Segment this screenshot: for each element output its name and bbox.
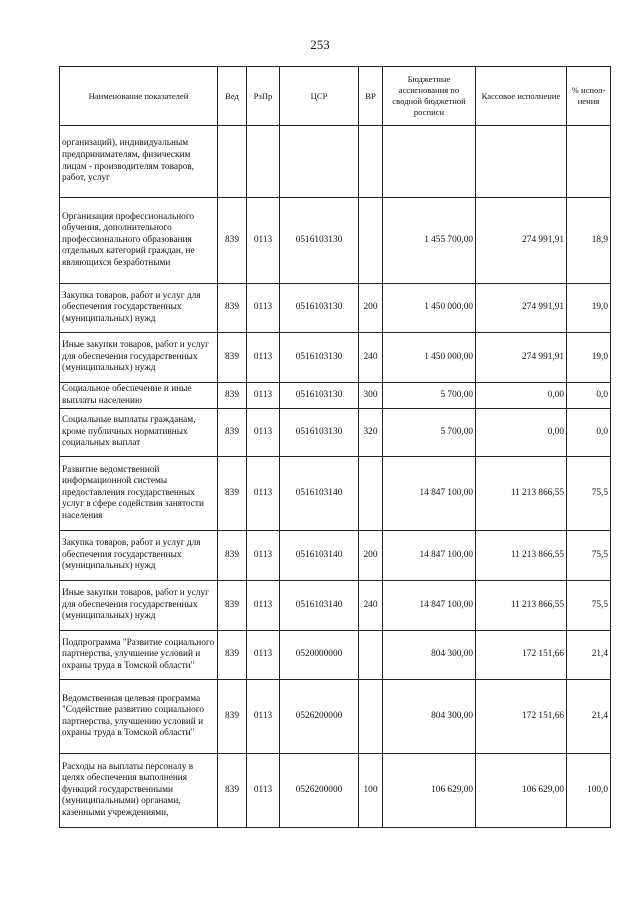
page-number: 253	[310, 37, 330, 52]
row-cash-execution: 11 213 866,55	[476, 457, 567, 531]
row-assignments: 14 847 100,00	[383, 581, 476, 631]
row-rzpr: 0113	[247, 457, 280, 531]
row-cash-execution: 11 213 866,55	[476, 581, 567, 631]
table-row	[60, 581, 611, 631]
row-assignments: 106 629,00	[383, 754, 476, 828]
budget-table	[59, 66, 611, 828]
row-assignments: 1 450 000,00	[383, 284, 476, 333]
row-cash-execution: 106 629,00	[476, 754, 567, 828]
row-rzpr: 0113	[247, 631, 280, 680]
row-name: Организация профессионального обучения, дополнительного профессионального образования отдельных категорий граждан, не являющихся безработными	[60, 198, 218, 284]
table-row	[60, 531, 611, 581]
row-ved: 839	[218, 409, 247, 457]
table-row	[60, 383, 611, 409]
row-percent-execution: 19,0	[567, 284, 611, 333]
row-ved: 839	[218, 284, 247, 333]
table-row	[60, 457, 611, 531]
table-row	[60, 333, 611, 383]
row-ved: 839	[218, 333, 247, 383]
row-name: Закупка товаров, работ и услуг для обеспечения государственных (муниципальных) нужд	[60, 284, 218, 333]
row-name: Расходы на выплаты персоналу в целях обеспечения выполнения функций государственными (муниципальными) органами, казенными учреждениями,	[60, 754, 218, 828]
row-name: Социальные выплаты гражданам, кроме публичных нормативных социальных выплат	[60, 409, 218, 457]
table-row	[60, 126, 611, 198]
row-csr: 0516103140	[280, 531, 359, 581]
header-assignments: Бюджетные ассигнования по сводной бюджетной росписи	[383, 67, 476, 126]
row-csr: 0516103140	[280, 457, 359, 531]
row-csr: 0516103130	[280, 198, 359, 284]
row-csr: 0516103130	[280, 383, 359, 409]
row-ved: 839	[218, 581, 247, 631]
row-percent-execution: 21,4	[567, 680, 611, 754]
row-vr: 100	[359, 754, 383, 828]
header-name: Наименование показателей	[60, 67, 218, 126]
row-rzpr: 0113	[247, 754, 280, 828]
row-name: Подпрограмма "Развитие социального партнерства, улучшение условий и охраны труда в Томской области"	[60, 631, 218, 680]
row-vr	[359, 198, 383, 284]
row-assignments: 14 847 100,00	[383, 457, 476, 531]
row-percent-execution: 75,5	[567, 531, 611, 581]
row-cash-execution: 274 991,91	[476, 333, 567, 383]
row-vr	[359, 457, 383, 531]
row-cash-execution: 0,00	[476, 383, 567, 409]
row-assignments	[383, 126, 476, 198]
row-csr: 0520000000	[280, 631, 359, 680]
row-cash-execution: 274 991,91	[476, 198, 567, 284]
row-assignments: 5 700,00	[383, 409, 476, 457]
row-ved: 839	[218, 754, 247, 828]
row-percent-execution: 100,0	[567, 754, 611, 828]
row-name: Иные закупки товаров, работ и услуг для обеспечения государственных (муниципальных) нужд	[60, 581, 218, 631]
row-csr: 0526200000	[280, 680, 359, 754]
row-percent-execution: 18,9	[567, 198, 611, 284]
row-rzpr: 0113	[247, 198, 280, 284]
row-rzpr: 0113	[247, 581, 280, 631]
header-vr: ВР	[359, 67, 383, 126]
header-cash-execution: Кассовое исполнение	[476, 67, 567, 126]
table-header-row	[60, 67, 611, 126]
row-cash-execution: 172 151,66	[476, 680, 567, 754]
row-csr	[280, 126, 359, 198]
row-vr: 240	[359, 333, 383, 383]
row-cash-execution: 0,00	[476, 409, 567, 457]
row-ved: 839	[218, 531, 247, 581]
row-assignments: 1 450 000,00	[383, 333, 476, 383]
row-csr: 0516103140	[280, 581, 359, 631]
row-percent-execution: 19,0	[567, 333, 611, 383]
row-rzpr: 0113	[247, 383, 280, 409]
row-percent-execution: 75,5	[567, 457, 611, 531]
row-ved: 839	[218, 198, 247, 284]
row-percent-execution	[567, 126, 611, 198]
row-rzpr: 0113	[247, 531, 280, 581]
row-cash-execution: 172 151,66	[476, 631, 567, 680]
header-ved: Вед	[218, 67, 247, 126]
row-name: организаций), индивидуальным предпринимателям, физическим лицам - производителям товаров, работ, услуг	[60, 126, 218, 198]
row-name: Развитие ведомственной информационной системы предоставления государственных услуг в сфере содействия занятости населения	[60, 457, 218, 531]
row-cash-execution: 274 991,91	[476, 284, 567, 333]
row-cash-execution	[476, 126, 567, 198]
row-cash-execution: 11 213 866,55	[476, 531, 567, 581]
row-vr	[359, 631, 383, 680]
table-row	[60, 754, 611, 828]
row-csr: 0516103130	[280, 409, 359, 457]
row-ved: 839	[218, 680, 247, 754]
row-vr: 200	[359, 531, 383, 581]
row-ved: 839	[218, 457, 247, 531]
row-ved	[218, 126, 247, 198]
row-vr: 240	[359, 581, 383, 631]
table-row	[60, 198, 611, 284]
row-vr	[359, 126, 383, 198]
row-percent-execution: 75,5	[567, 581, 611, 631]
row-ved: 839	[218, 383, 247, 409]
row-name: Социальное обеспечение и иные выплаты населению	[60, 383, 218, 409]
row-rzpr: 0113	[247, 680, 280, 754]
row-assignments: 1 455 700,00	[383, 198, 476, 284]
row-name: Иные закупки товаров, работ и услуг для обеспечения государственных (муниципальных) нужд	[60, 333, 218, 383]
header-percent-execution: % испол-нения	[567, 67, 611, 126]
row-vr: 200	[359, 284, 383, 333]
row-csr: 0516103130	[280, 284, 359, 333]
row-name: Закупка товаров, работ и услуг для обеспечения государственных (муниципальных) нужд	[60, 531, 218, 581]
table-row	[60, 680, 611, 754]
row-vr	[359, 680, 383, 754]
row-assignments: 5 700,00	[383, 383, 476, 409]
table-row	[60, 284, 611, 333]
header-csr: ЦСР	[280, 67, 359, 126]
row-name: Ведомственная целевая программа "Содействие развитию социального партнерства, улучшению условий и охраны труда в Томской области"	[60, 680, 218, 754]
row-vr: 320	[359, 409, 383, 457]
row-assignments: 804 300,00	[383, 631, 476, 680]
header-rzpr: РзПр	[247, 67, 280, 126]
row-rzpr	[247, 126, 280, 198]
row-csr: 0516103130	[280, 333, 359, 383]
row-csr: 0526200000	[280, 754, 359, 828]
row-rzpr: 0113	[247, 333, 280, 383]
row-ved: 839	[218, 631, 247, 680]
row-percent-execution: 0,0	[567, 383, 611, 409]
row-assignments: 804 300,00	[383, 680, 476, 754]
row-vr: 300	[359, 383, 383, 409]
row-percent-execution: 0,0	[567, 409, 611, 457]
table-row	[60, 631, 611, 680]
row-rzpr: 0113	[247, 284, 280, 333]
table-row	[60, 409, 611, 457]
row-percent-execution: 21,4	[567, 631, 611, 680]
row-assignments: 14 847 100,00	[383, 531, 476, 581]
row-rzpr: 0113	[247, 409, 280, 457]
